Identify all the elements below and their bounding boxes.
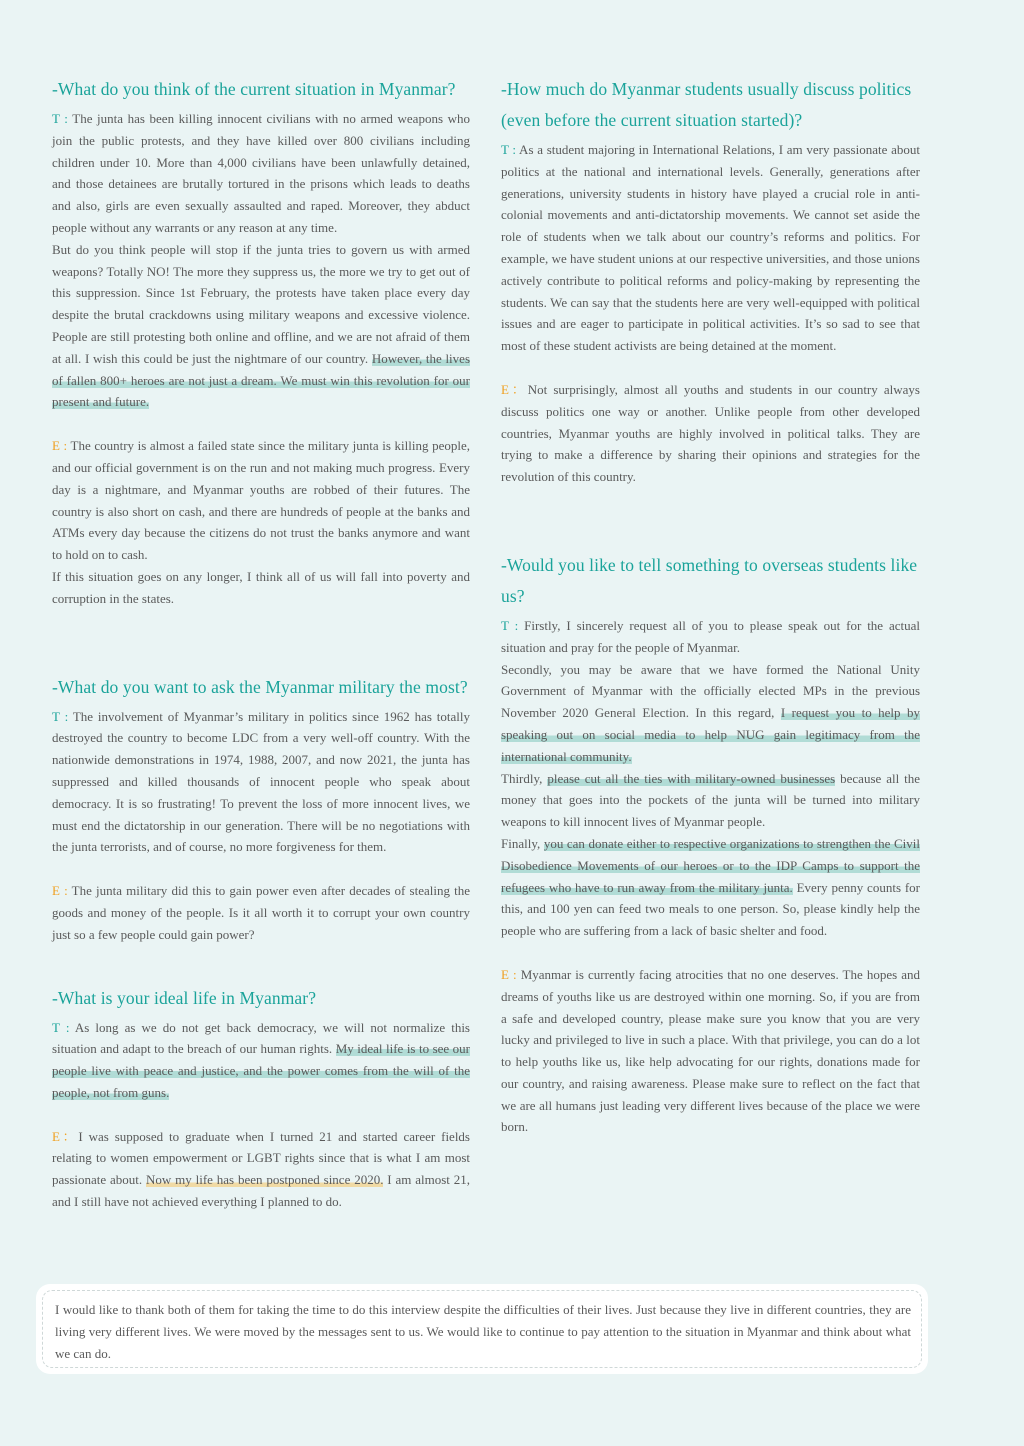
answer-text: The junta has been killing innocent civilians with no armed weapons who join the public protests, and they have killed over 800 civilians including children under 10. More than 4,000 civilians have been unlawfully detained, and those detainees are brutally tortured in the prisons which leads to deaths and also, girls are even sexually assaulted and raped. Moreover, they abduct people without any warrants or any reason at any time. [52, 111, 470, 235]
section-overseas-students [501, 550, 920, 1138]
right-column [501, 74, 920, 1138]
section-current-situation [52, 74, 470, 610]
question-heading: -Would you like to tell something to overseas students like us? [501, 554, 918, 606]
answer-text: The junta military did this to gain power even after decades of stealing the goods and money of the people. Is it all worth it to corrupt your own country just so a few people could gain power? [52, 883, 471, 942]
speaker-label-t: T : [52, 111, 68, 126]
question-heading: -What do you think of the current situation in Myanmar? [52, 79, 456, 99]
answer-text: Finally, [501, 835, 544, 851]
closing-note-border [42, 1290, 922, 1368]
left-column [52, 74, 470, 1213]
answer-text: The involvement of Myanmar’s military in politics since 1962 has totally destroyed the country to become LDC from a very well-off country. With the nationwide demonstrations in 1974, 1988, 2007, and now 2021, the junta has suppressed and killed thousands of innocent people who speak about democracy. It is so frustrating! To prevent the loss of more innocent lives, we must end the dictatorship in our generation. There will be no negotiations with the junta terrorists, and of course, no more forgiveness for them. [52, 708, 470, 855]
section-ideal-life [52, 983, 470, 1213]
question-heading: -How much do Myanmar students usually discuss politics (even before the current situation started)? [501, 79, 912, 130]
question-heading: -What is your ideal life in Myanmar? [52, 987, 317, 1008]
speaker-label-t: T : [52, 708, 69, 724]
answer-t [52, 706, 470, 859]
answer-text: If this situation goes on any longer, I think all of us will fall into poverty and corruption in the states. [52, 568, 470, 606]
speaker-label-e: E : [52, 438, 68, 454]
answer-text: The country is almost a failed state since the military junta is killing people, and our official government is on the run and not making much progress. Every day is a nightmare, and Myanmar youths are robbed of their futures. The country is also short on cash, and there are hundreds of people at the banks and ATMs every day because the citizens do not trust the banks anymore and want to hold on to cash. [52, 438, 470, 563]
speaker-label-e: E： [501, 381, 528, 397]
answer-e-continued [52, 566, 470, 610]
speaker-label-e: E： [52, 1128, 79, 1144]
answer-text: I am almost 21, and I still have not achieved everything I planned to do. [52, 1172, 470, 1210]
answer-text: because all the money that goes into the pockets of the junta will be turned into military weapons to kill innocent lives of Myanmar people. [501, 770, 920, 830]
speaker-label-t: T : [501, 617, 519, 633]
answer-t-continued [501, 833, 920, 942]
closing-note-box [36, 1284, 928, 1374]
answer-t [52, 1017, 470, 1104]
speaker-label-t: T : [501, 142, 517, 157]
question-heading: -What do you want to ask the Myanmar military the most? [52, 676, 468, 697]
answer-t [501, 139, 920, 357]
answer-text: As a student majoring in International Relations, I am very passionate about politics at the national and international levels. Generally, generations after generations, university students in history have played a crucial role in anti-colonial movements and anti-dictatorship movements. We cannot set aside the role of students when we talk about our country’s reforms and politics. For example, we have student unions at our respective universities, and those unions actively contribute to political reforms and policy-making by representing the students. We can say that the students here are very well-equipped with political issues and are eager to participate in political activities. It’s so sad to see that most of these student activists are being detained at the moment. [501, 142, 920, 354]
section-ask-military [52, 672, 470, 946]
highlighted-text: you can donate either to respective organizations to strengthen the Civil Disobedience Movements of our heroes or to the IDP Camps to support the refugees who have to run away from the military junta. [501, 835, 920, 895]
answer-t [501, 615, 920, 659]
highlighted-text: I request you to help by speaking out on social media to help NUG gain legitimacy from the international community. [501, 705, 920, 764]
answer-e [52, 1126, 470, 1213]
answer-text: As long as we do not get back democracy, we will not normalize this situation and adapt to the breach of our human rights. [52, 1019, 470, 1057]
answer-t-continued [52, 239, 470, 413]
answer-t [52, 108, 470, 239]
answer-e [501, 379, 920, 488]
answer-text: But do you think people will stop if the junta tries to govern us with armed weapons? Totally NO! The more they suppress us, the more we try to get out of this suppression. Since 1st February, the protests have taken place every day despite the brutal crackdowns using military weapons and excessive violence. People are still protesting both online and offline, and we are not afraid of them at all. I wish this could be just the nightmare of our country. [52, 241, 470, 366]
highlighted-text: However, the lives of fallen 800+ heroes are not just a dream. We must win this revolution for our present and future. [52, 350, 470, 410]
answer-e [52, 435, 470, 566]
answer-text: Secondly, you may be aware that we have formed the National Unity Government of Myanmar with the officially elected MPs in the previous November 2020 General Election. In this regard, [501, 661, 920, 721]
highlighted-text: Now my life has been postponed since 2020. [146, 1172, 384, 1188]
speaker-label-t: T : [52, 1019, 70, 1035]
answer-text: Firstly, I sincerely request all of you to please speak out for the actual situation and pray for the people of Myanmar. [501, 617, 920, 655]
answer-text: I was supposed to graduate when I turned 21 and started career fields relating to women empowerment or LGBT rights since that is what I am most passionate about. [52, 1128, 470, 1188]
speaker-label-e: E : [501, 966, 517, 982]
answer-t-continued [501, 659, 920, 768]
closing-note-text: I would like to thank both of them for taking the time to do this interview despite the difficulties of their lives. Just because they live in different countries, they are living very different lives. We were moved by the messages sent to us. We would like to continue to pay attention to the situation in Myanmar and think about what we can do. [55, 1302, 911, 1361]
speaker-label-e: E : [52, 883, 68, 899]
answer-e [501, 964, 920, 1138]
answer-text: Not surprisingly, almost all youths and students in our country always discuss politics one way or another. Unlike people from other developed countries, Myanmar youths are highly involved in political talks. They are trying to make a difference by sharing their opinions and strategies for the revolution of this country. [501, 381, 920, 485]
answer-text: Thirdly, [501, 770, 548, 786]
highlighted-text: My ideal life is to see our people live with peace and justice, and the power comes from the will of the people, not from guns. [52, 1041, 471, 1100]
answer-text: Myanmar is currently facing atrocities that no one deserves. The hopes and dreams of youths like us are destroyed within one morning. So, if you are from a safe and developed country, please make sure you know that you are very lucky and privileged to live in such a place. With that privilege, you can do a lot to help youths like us, like help advocating for our rights, donations made for our country, and raising awareness. Please make sure to reflect on the fact that we are all humans just leading very different lives because of the place we were born. [501, 966, 920, 1135]
answer-e [52, 880, 470, 945]
answer-text: Every penny counts for this, and 100 yen can feed two meals to one person. So, please kindly help the people who are suffering from a lack of basic shelter and food. [501, 879, 920, 939]
answer-t-continued [501, 768, 920, 833]
highlighted-text: please cut all the ties with military-owned businesses [547, 770, 836, 786]
section-students-politics [501, 74, 920, 488]
